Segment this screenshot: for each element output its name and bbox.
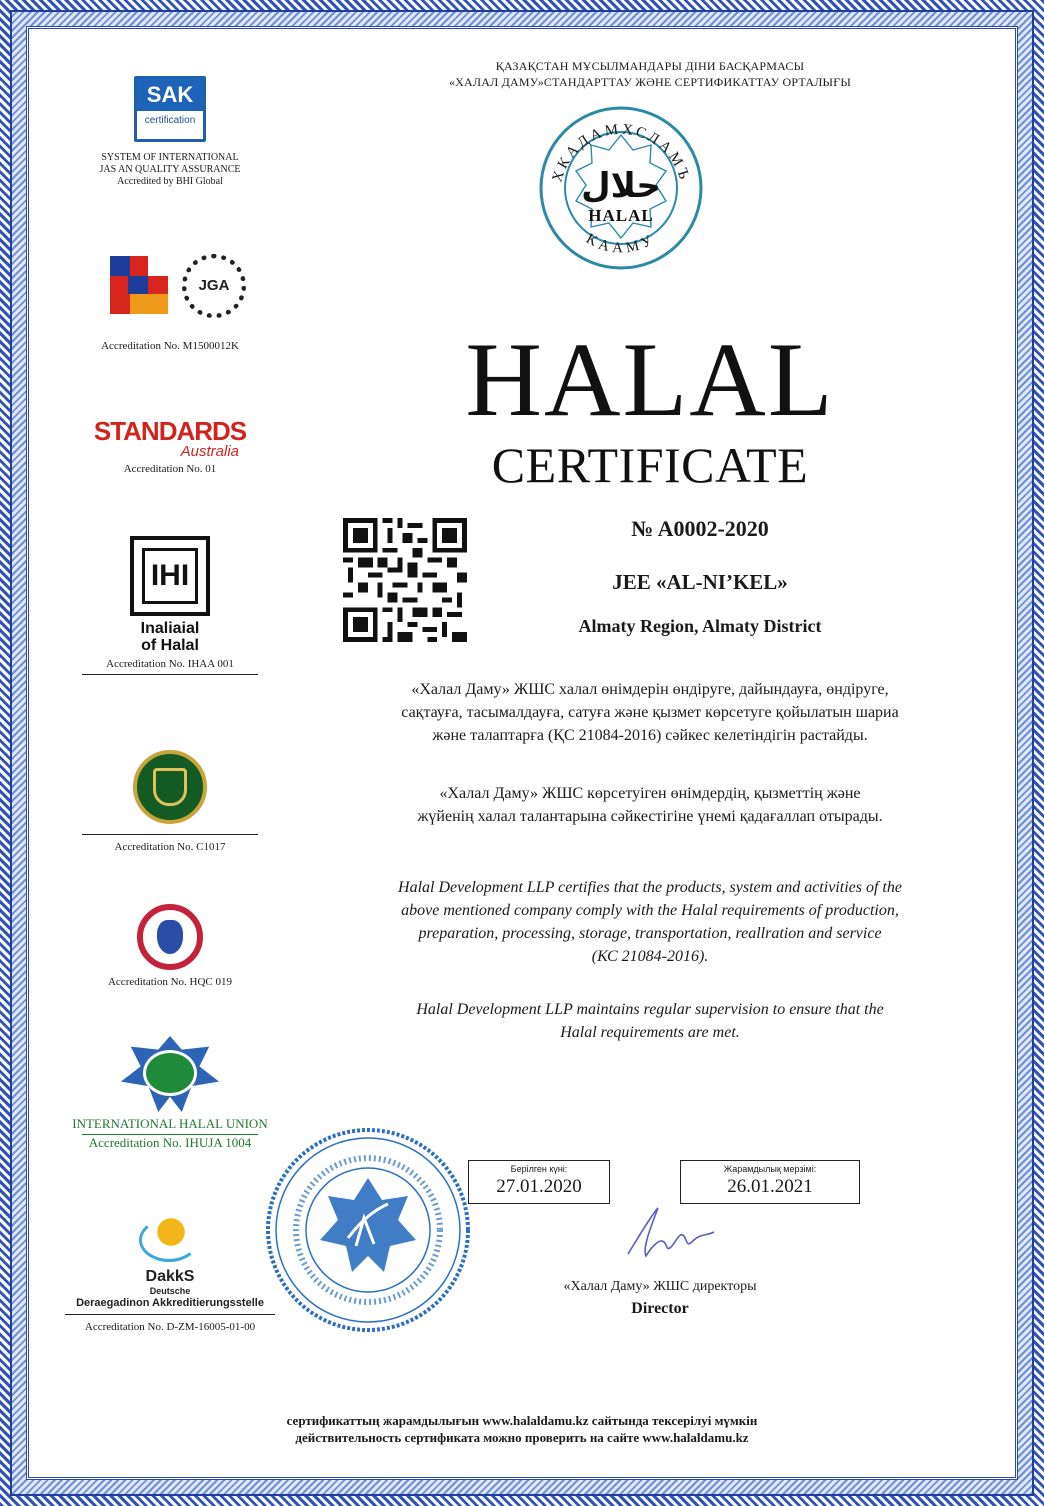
seal-halal-text: HALAL — [588, 206, 654, 225]
validity-date-label: Жарамдылық мерзімі: — [723, 1164, 817, 1174]
ihu-name: INTERNATIONAL HALAL UNION — [72, 1116, 268, 1131]
org-line-1: ҚАЗАҚСТАН МҰСЫЛМАНДАРЫ ДІНИ БАСҚАРМАСЫ — [495, 59, 805, 73]
seal-bottom-text: КААМУ — [583, 230, 659, 257]
ihi-accreditation — [40, 536, 300, 675]
sak-accreditation — [40, 76, 300, 188]
footer-line-2: действительность сертификата можно проверить на сайте www.halaldamu.kz — [295, 1430, 749, 1445]
sak-logo — [134, 76, 206, 142]
sak-line-1: SYSTEM OF INTERNATIONAL — [101, 152, 239, 163]
director-title-english: Director — [631, 1300, 689, 1317]
divider — [82, 834, 258, 835]
director-signature — [622, 1202, 718, 1266]
ihi-accreditation-number: Accreditation No. IHAA 001 — [106, 658, 234, 670]
english-paragraph-1 — [340, 876, 960, 968]
sak-line-3: Accredited by BHI Global — [117, 176, 223, 187]
validity-date-value: 26.01.2021 — [727, 1176, 813, 1197]
seal-arabic-text: حلال — [581, 166, 661, 206]
ihi-name-line-1: Inaliaial — [140, 620, 200, 637]
jga-color-blocks-logo — [110, 256, 168, 314]
text-line: «Халал Даму» ЖШС көрсетуіген өнімдердің, қызметтің және — [439, 785, 861, 802]
seal-ring-text: ХКАДАМХСЛАМЪ — [549, 121, 693, 185]
certificate-number: № A0002-2020 — [631, 516, 769, 541]
text-line: және талаптарға (ҚС 21084-2016) сәйкес келетіндігін растайды. — [432, 727, 868, 744]
text-line: сақтауға, тасымалдауға, сатуға және қызмет көрсетуге қойылатын шариа — [401, 704, 899, 721]
hqc-accreditation-number: Accreditation No. HQC 019 — [107, 976, 233, 988]
company-name: JEE «AL-NI’KEL» — [612, 570, 788, 594]
text-line: preparation, processing, storage, transportation, reallration and service — [418, 925, 882, 942]
ihi-logo-icon — [130, 536, 210, 616]
dakks-sub-1: Deutsche — [149, 1286, 191, 1296]
text-line: Halal Development LLP certifies that the products, system and activities of the — [398, 879, 902, 896]
standards-logo-sub: Australia — [180, 443, 239, 460]
standards-australia-accreditation — [40, 418, 300, 476]
divider — [65, 1314, 275, 1315]
jga-accreditation-number: Accreditation No. M1500012K — [101, 340, 239, 352]
dakks-accreditation — [40, 1208, 300, 1334]
verification-footer — [100, 1412, 944, 1446]
accreditation-column — [40, 40, 300, 1370]
ihu-star-logo — [105, 1036, 235, 1112]
org-line-2: «ХАЛАЛ ДАМУ»СТАНДАРТТАУ ЖӘНЕ СЕРТИФИКАТТАУ ОРТАЛЫҒЫ — [448, 75, 852, 89]
text-line: жүйенің халал талантарына сәйкестігіне үнемі қадағаллап отырады. — [417, 808, 883, 825]
red-emblem-icon — [137, 904, 203, 970]
sak-logo-subtext: certification — [144, 115, 196, 126]
certificate-main — [300, 40, 1000, 1450]
dakks-accreditation-number: Accreditation No. D-ZM-16005-01-00 — [84, 1321, 256, 1333]
dakks-logo-icon — [135, 1208, 205, 1268]
sak-logo-text: SAK — [137, 79, 203, 111]
text-line: above mentioned company comply with the Halal requirements of production, — [401, 902, 899, 919]
ihi-name-line-2: of Halal — [141, 637, 199, 654]
issue-date-value: 27.01.2020 — [496, 1176, 582, 1197]
divider — [82, 674, 258, 675]
issuing-organization — [300, 58, 1000, 90]
ihu-accreditation-number: Accreditation No. IHUJA 1004 — [88, 1135, 252, 1150]
text-line: Halal requirements are met. — [560, 1024, 740, 1041]
dakks-name: DakkS — [145, 1268, 195, 1285]
text-line: (КС 21084-2016). — [591, 948, 709, 965]
ihu-accreditation — [40, 1036, 300, 1151]
qr-code — [342, 518, 468, 642]
standards-accreditation-number: Accreditation No. 01 — [123, 463, 217, 475]
ihi-logo-text: IHI — [142, 548, 198, 604]
company-region: Almaty Region, Almaty District — [578, 616, 822, 636]
halal-seal-emblem — [538, 105, 704, 271]
standards-logo: STANDARDS — [93, 416, 247, 446]
c1017-accreditation — [40, 750, 300, 854]
footer-line-1: сертификаттың жарамдылығын www.halaldamu.kz сайтында тексерілуі мүмкін — [286, 1413, 758, 1428]
certificate-title: HALAL — [465, 321, 835, 438]
dakks-sub-2: Deraegadinon Akkreditierungsstelle — [76, 1297, 264, 1309]
director-title-kazakh: «Халал Даму» ЖШС директоры — [563, 1279, 757, 1294]
kazakh-paragraph-2 — [340, 782, 960, 828]
jga-accreditation — [40, 250, 300, 353]
english-paragraph-2 — [340, 998, 960, 1044]
kazakh-paragraph-1 — [340, 678, 960, 747]
sak-line-2: JAS AN QUALITY ASSURANCE — [99, 164, 241, 175]
certificate-subtitle: CERTIFICATE — [491, 437, 809, 493]
c1017-accreditation-number: Accreditation No. C1017 — [114, 841, 226, 853]
hqc-accreditation — [40, 904, 300, 989]
text-line: Halal Development LLP maintains regular supervision to ensure that the — [416, 1001, 884, 1018]
green-emblem-icon — [133, 750, 207, 824]
issue-date-label: Берілген күні: — [510, 1164, 568, 1174]
text-line: «Халал Даму» ЖШС халал өнімдерін өндіруге, дайындауға, өндіруге, — [411, 681, 889, 698]
issue-date-box — [468, 1160, 610, 1204]
validity-date-box — [680, 1160, 860, 1204]
jga-seal-icon: JGA — [182, 254, 246, 318]
official-stamp — [264, 1126, 472, 1334]
